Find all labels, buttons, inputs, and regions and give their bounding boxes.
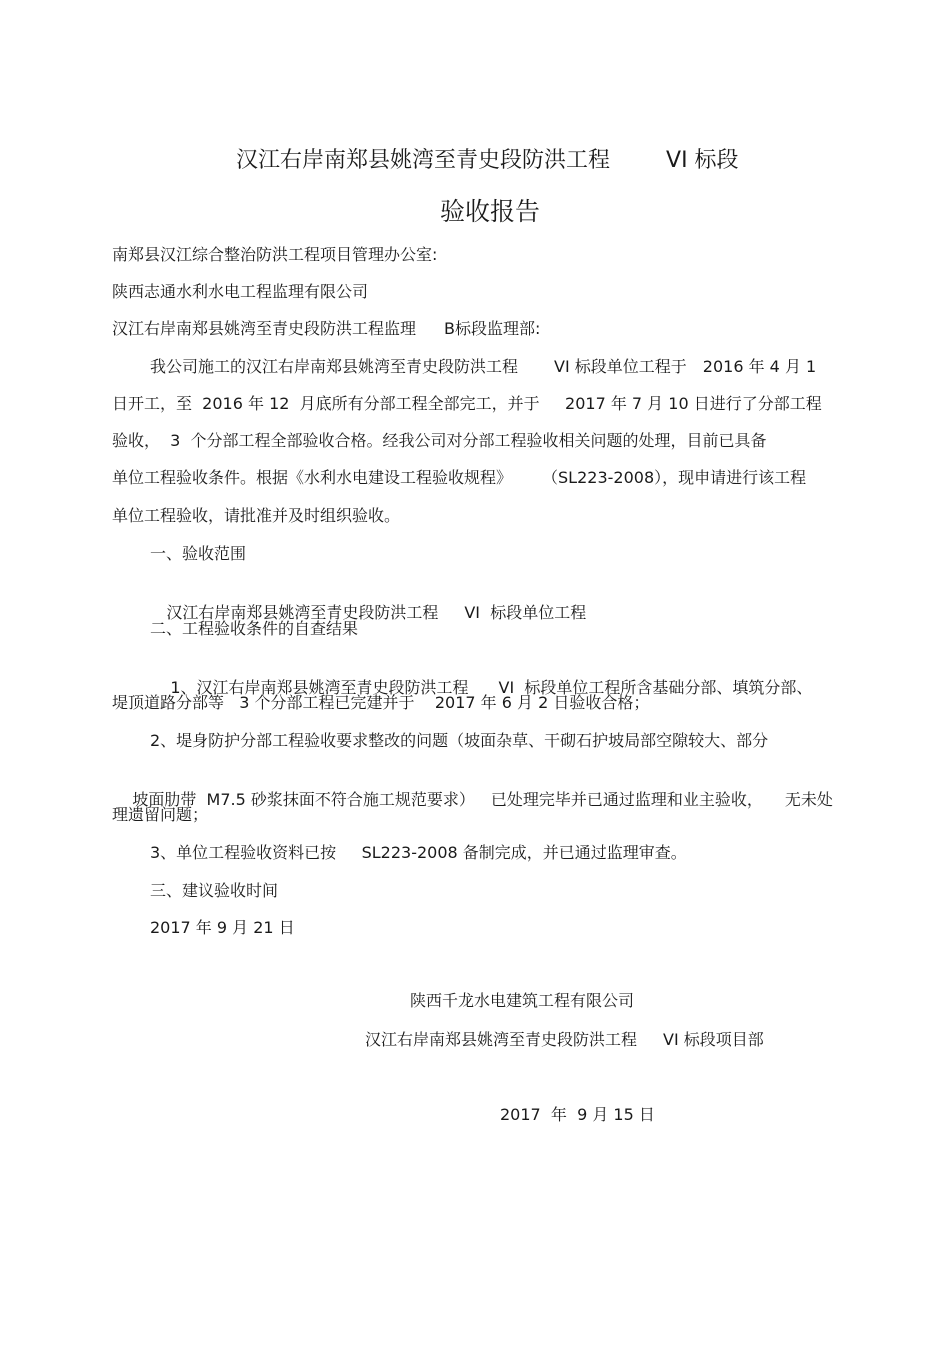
- paragraph-1-line-1: [150, 356, 816, 378]
- paragraph-1-line-1-c: 2016 年 4 月 1: [702, 357, 817, 376]
- item-3: 3、单位工程验收资料已按 SL223-2008 备制完成，并已通过监理审查。: [150, 843, 687, 862]
- paragraph-1-line-2: 日开工，至 2016 年 12 月底所有分部工程全部完工，并于 2017 年 7 月 10 日进行了分部工程: [112, 394, 822, 413]
- paragraph-1-line-1-b: VI 标段单位工程于: [554, 357, 687, 376]
- addressee-line-1: 南郑县汉江综合整治防洪工程项目管理办公室:: [112, 245, 438, 264]
- title-section-label: VI 标段: [666, 148, 739, 173]
- addressee-line-2: 陕西志通水利水电工程监理有限公司: [112, 282, 369, 301]
- title-project-name: 汉江右岸南郑县姚湾至青史段防洪工程: [236, 148, 611, 173]
- addressee-line-3-a: 汉江右岸南郑县姚湾至青史段防洪工程监理: [112, 319, 417, 338]
- item-2-line-3: 理遗留问题；: [112, 805, 209, 824]
- item-2-line-2-b: 已处理完毕并已通过监理和业主验收，: [490, 790, 763, 809]
- section-1-heading: 一、验收范围: [150, 544, 247, 563]
- paragraph-1-line-5: 单位工程验收，请批准并及时组织验收。: [112, 506, 401, 525]
- addressee-line-3: [112, 318, 540, 340]
- item-2-line-2-c: 无未处: [784, 790, 833, 809]
- document-title-line2: 验收报告: [440, 197, 541, 226]
- item-1-line-1-a: 1、汉江右岸南郑县姚湾至青史段防洪工程: [170, 678, 469, 697]
- signature-date: 2017 年 9 月 15 日: [500, 1105, 655, 1124]
- item-2-line-1: 2、堤身防护分部工程验收要求整改的问题（坡面杂草、干砌石护坡局部空隙较大、部分: [150, 731, 769, 750]
- signature-department-a: 汉江右岸南郑县姚湾至青史段防洪工程: [365, 1030, 638, 1049]
- signature-company: 陕西千龙水电建筑工程有限公司: [410, 991, 635, 1010]
- paragraph-1-line-4-a: 单位工程验收条件。根据《水利水电建设工程验收规程》: [112, 468, 513, 487]
- signature-department: [365, 1029, 764, 1051]
- section-1-content-a: 汉江右岸南郑县姚湾至青史段防洪工程: [166, 603, 439, 622]
- item-1-line-2: 堤顶道路分部等 3 个分部工程已完建并于 2017 年 6 月 2 日验收合格；: [112, 693, 650, 712]
- item-1-line-1-b: VI 标段单位工程所含基础分部、填筑分部、: [498, 678, 813, 697]
- paragraph-1-line-4-b: （SL223-2008），现申请进行该工程: [542, 468, 807, 487]
- suggested-date: 2017 年 9 月 21 日: [150, 918, 295, 937]
- item-2-line-2: [112, 767, 833, 833]
- paragraph-1-line-3: 验收， 3 个分部工程全部验收合格。经我公司对分部工程验收相关问题的处理，目前已具备: [112, 431, 767, 450]
- paragraph-1-line-4: [112, 467, 806, 489]
- signature-department-b: VI 标段项目部: [663, 1030, 764, 1049]
- item-2-line-2-a: 坡面肋带 M7.5 砂浆抹面不符合施工规范要求）: [132, 790, 475, 809]
- section-3-heading: 三、建议验收时间: [150, 881, 279, 900]
- document-title-line1: [236, 146, 739, 176]
- addressee-line-3-b: B标段监理部:: [444, 319, 541, 338]
- paragraph-1-line-1-a: 我公司施工的汉江右岸南郑县姚湾至青史段防洪工程: [150, 357, 519, 376]
- section-1-content-b: VI 标段单位工程: [464, 603, 587, 622]
- section-2-heading: 二、工程验收条件的自查结果: [150, 619, 359, 638]
